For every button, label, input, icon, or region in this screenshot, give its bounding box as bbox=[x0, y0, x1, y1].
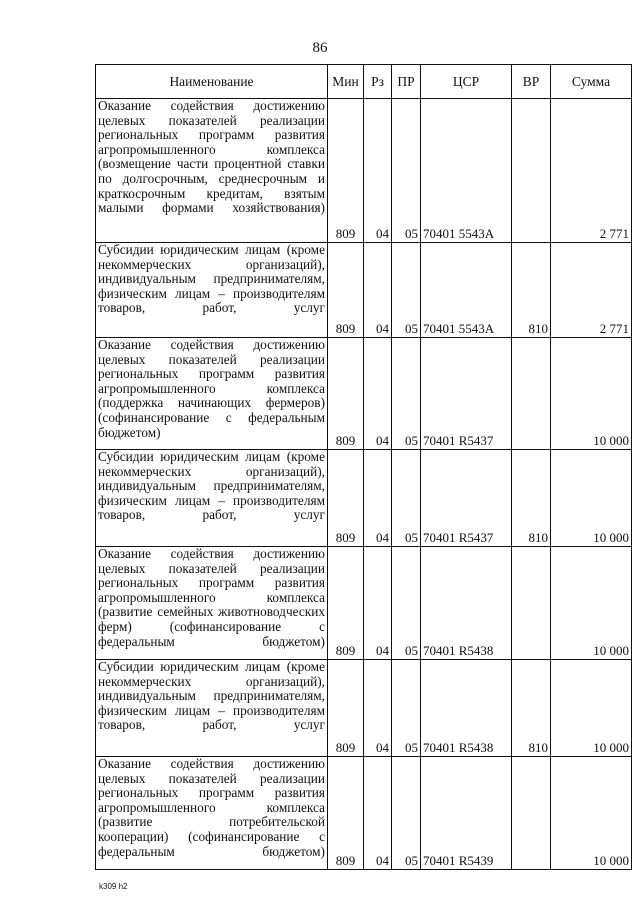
row-vr: 810 bbox=[512, 243, 551, 338]
header-vr: ВР bbox=[512, 65, 551, 99]
table-row bbox=[96, 547, 632, 660]
table-row bbox=[96, 338, 632, 450]
row-name: Оказание содействия достижению целевых показателей реализации региональных программ развития агропромышленного комплекса (развитие потребительской кооперации) (софинансирование с федеральным бюджетом) bbox=[96, 757, 328, 870]
row-min: 809 bbox=[328, 757, 364, 870]
row-min: 809 bbox=[328, 99, 364, 243]
row-vr bbox=[512, 99, 551, 243]
row-sum: 10 000 bbox=[551, 660, 632, 757]
row-rz: 04 bbox=[364, 99, 392, 243]
row-rz: 04 bbox=[364, 450, 392, 547]
row-name: Оказание содействия достижению целевых показателей реализации региональных программ развития агропромышленного комплекса (развитие семейных животноводческих ферм) (софинансирование с федеральным бюджетом) bbox=[96, 547, 328, 660]
row-sum: 10 000 bbox=[551, 757, 632, 870]
row-vr: 810 bbox=[512, 660, 551, 757]
row-min: 809 bbox=[328, 338, 364, 450]
row-rz: 04 bbox=[364, 547, 392, 660]
row-pr: 05 bbox=[392, 338, 421, 450]
row-csr: 70401 5543A bbox=[421, 243, 512, 338]
row-min: 809 bbox=[328, 243, 364, 338]
header-rz: Рз bbox=[364, 65, 392, 99]
header-name: Наименование bbox=[96, 65, 328, 99]
row-pr: 05 bbox=[392, 757, 421, 870]
row-csr: 70401 R5438 bbox=[421, 660, 512, 757]
row-vr bbox=[512, 757, 551, 870]
footer-code: k309 h2 bbox=[99, 882, 128, 891]
row-sum: 10 000 bbox=[551, 338, 632, 450]
row-rz: 04 bbox=[364, 243, 392, 338]
page-number: 86 bbox=[312, 40, 328, 56]
row-csr: 70401 R5437 bbox=[421, 450, 512, 547]
row-rz: 04 bbox=[364, 757, 392, 870]
row-sum: 10 000 bbox=[551, 450, 632, 547]
row-vr bbox=[512, 547, 551, 660]
row-csr: 70401 5543A bbox=[421, 99, 512, 243]
row-name: Оказание содействия достижению целевых показателей реализации региональных программ развития агропромышленного комплекса (поддержка начинающих фермеров) (софинансирование с федеральным бюджетом) bbox=[96, 338, 328, 450]
row-name: Оказание содействия достижению целевых показателей реализации региональных программ развития агропромышленного комплекса (возмещение части процентной ставки по долгосрочным, среднесрочным и краткосрочным кредитам, взятым малыми формами хозяйствования) bbox=[96, 99, 328, 243]
table-row bbox=[96, 757, 632, 870]
row-rz: 04 bbox=[364, 660, 392, 757]
row-min: 809 bbox=[328, 660, 364, 757]
row-vr: 810 bbox=[512, 450, 551, 547]
row-name: Субсидии юридическим лицам (кроме некоммерческих организаций), индивидуальным предпринимателям, физическим лицам – производителям товаров, работ, услуг bbox=[96, 243, 328, 338]
row-csr: 70401 R5437 bbox=[421, 338, 512, 450]
budget-table bbox=[95, 64, 632, 870]
table-row bbox=[96, 243, 632, 338]
row-name: Субсидии юридическим лицам (кроме некоммерческих организаций), индивидуальным предпринимателям, физическим лицам – производителям товаров, работ, услуг bbox=[96, 450, 328, 547]
table-row bbox=[96, 450, 632, 547]
row-min: 809 bbox=[328, 450, 364, 547]
header-min: Мин bbox=[328, 65, 364, 99]
row-pr: 05 bbox=[392, 450, 421, 547]
row-pr: 05 bbox=[392, 660, 421, 757]
header-row bbox=[96, 65, 632, 99]
table-row bbox=[96, 99, 632, 243]
row-sum: 10 000 bbox=[551, 547, 632, 660]
row-pr: 05 bbox=[392, 243, 421, 338]
row-pr: 05 bbox=[392, 99, 421, 243]
row-csr: 70401 R5438 bbox=[421, 547, 512, 660]
row-pr: 05 bbox=[392, 547, 421, 660]
row-sum: 2 771 bbox=[551, 99, 632, 243]
header-pr: ПР bbox=[392, 65, 421, 99]
row-vr bbox=[512, 338, 551, 450]
header-sum: Сумма bbox=[551, 65, 632, 99]
header-csr: ЦСР bbox=[421, 65, 512, 99]
row-name: Субсидии юридическим лицам (кроме некоммерческих организаций), индивидуальным предпринимателям, физическим лицам – производителям товаров, работ, услуг bbox=[96, 660, 328, 757]
row-sum: 2 771 bbox=[551, 243, 632, 338]
row-min: 809 bbox=[328, 547, 364, 660]
row-rz: 04 bbox=[364, 338, 392, 450]
row-csr: 70401 R5439 bbox=[421, 757, 512, 870]
table-row bbox=[96, 660, 632, 757]
